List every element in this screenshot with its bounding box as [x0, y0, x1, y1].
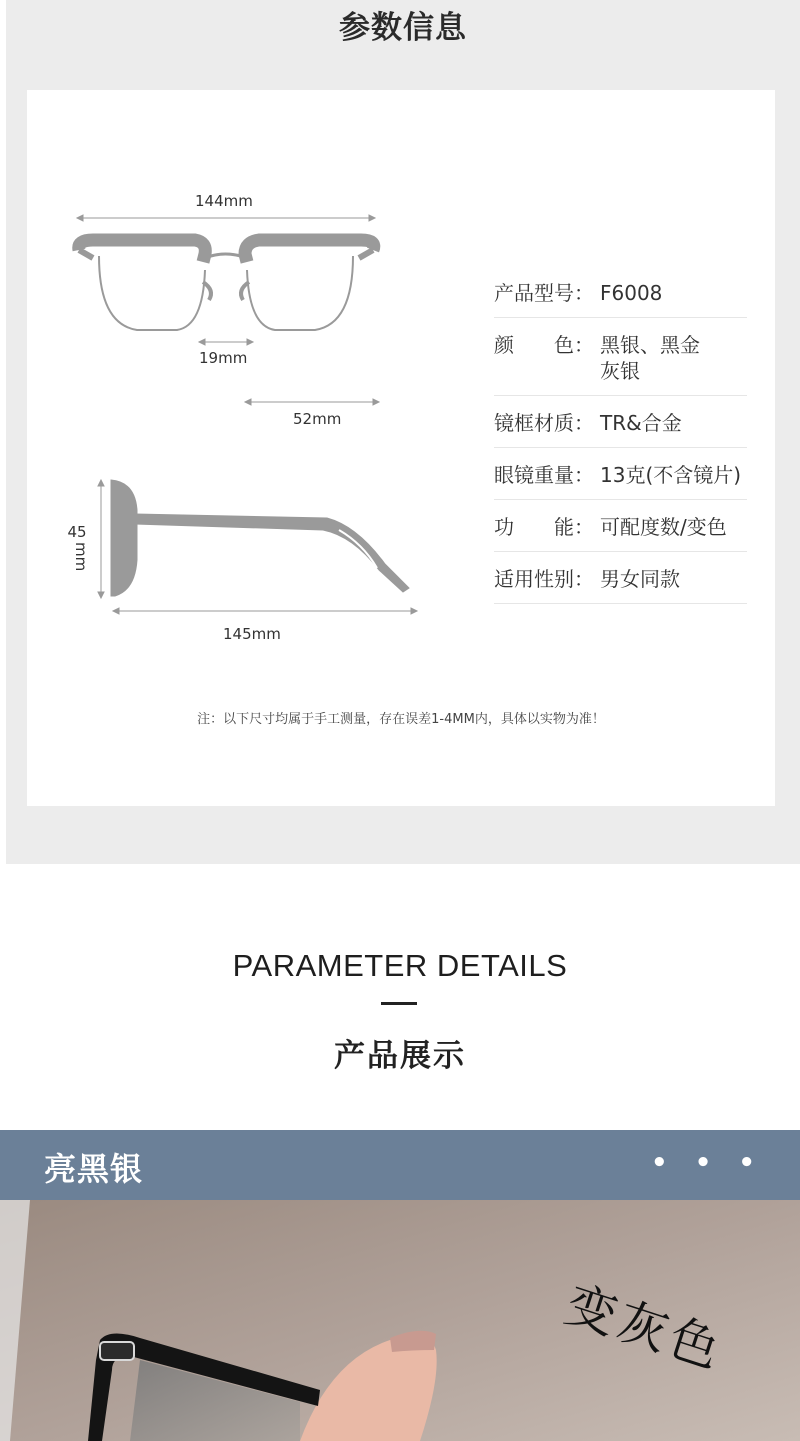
spec-table — [494, 266, 747, 604]
spec-label-part: 功 — [494, 515, 514, 539]
parameter-section — [6, 0, 800, 864]
spec-label: 眼镜重量： — [494, 463, 594, 487]
product-photo — [0, 1200, 800, 1441]
spec-value-line: 灰银 — [600, 359, 640, 383]
lens-width-arrow — [245, 399, 379, 405]
lens-width-label: 52mm — [293, 410, 342, 428]
spec-row-model — [494, 266, 747, 318]
front-width-label: 144mm — [195, 192, 253, 210]
section-title: 参数信息 — [339, 10, 467, 46]
color-banner — [0, 1130, 800, 1200]
spec-row-function — [494, 500, 747, 552]
spec-label: 适用性别： — [494, 567, 594, 591]
lens-height-number: 45 — [67, 523, 87, 541]
bridge-width-label: 19mm — [199, 349, 248, 367]
glasses-dimension-diagram — [27, 90, 467, 650]
lens-height-arrow — [98, 480, 104, 598]
glasses-front-view — [79, 240, 374, 330]
spec-row-gender — [494, 552, 747, 604]
spec-label: 镜框材质： — [494, 411, 594, 435]
spec-row-weight — [494, 448, 747, 500]
lens-height-unit: mm — [72, 542, 90, 572]
title-divider — [381, 1002, 417, 1005]
temple-length-arrow — [113, 608, 417, 614]
spec-label-part: 能： — [554, 515, 594, 539]
product-display-title: 产品展示 — [334, 1038, 466, 1074]
spec-label-part: 色： — [554, 333, 594, 357]
parameter-details-title: PARAMETER DETAILS — [232, 948, 568, 983]
spec-label-part: 颜 — [494, 333, 514, 357]
spec-value: 13克(不含镜片) — [600, 463, 742, 487]
spec-value: 可配度数/变色 — [600, 515, 727, 539]
spec-value: TR&合金 — [600, 411, 682, 435]
spec-value: F6008 — [600, 281, 663, 305]
lens-height-label — [65, 524, 89, 540]
spec-card — [27, 90, 775, 806]
color-name: 亮黑银 — [44, 1150, 144, 1188]
temple-length-label: 145mm — [223, 625, 281, 643]
spec-value-line: 黑银、黑金 — [600, 333, 700, 357]
front-width-arrow — [77, 215, 375, 221]
spec-value — [600, 332, 747, 384]
spec-value: 男女同款 — [600, 567, 680, 591]
spec-row-color — [494, 318, 747, 396]
spec-label — [494, 332, 600, 384]
glasses-side-view — [111, 480, 409, 596]
measurement-note: 注：以下尺寸均属于手工测量，存在误差1-4MM内，具体以实物为准！ — [197, 712, 605, 727]
bridge-width-arrow — [199, 339, 253, 345]
spec-label: 产品型号： — [494, 281, 594, 305]
photo-caption: 变灰色 — [558, 1275, 731, 1381]
more-icon[interactable]: • • • — [651, 1148, 764, 1178]
spec-row-material — [494, 396, 747, 448]
spec-label — [494, 514, 600, 540]
